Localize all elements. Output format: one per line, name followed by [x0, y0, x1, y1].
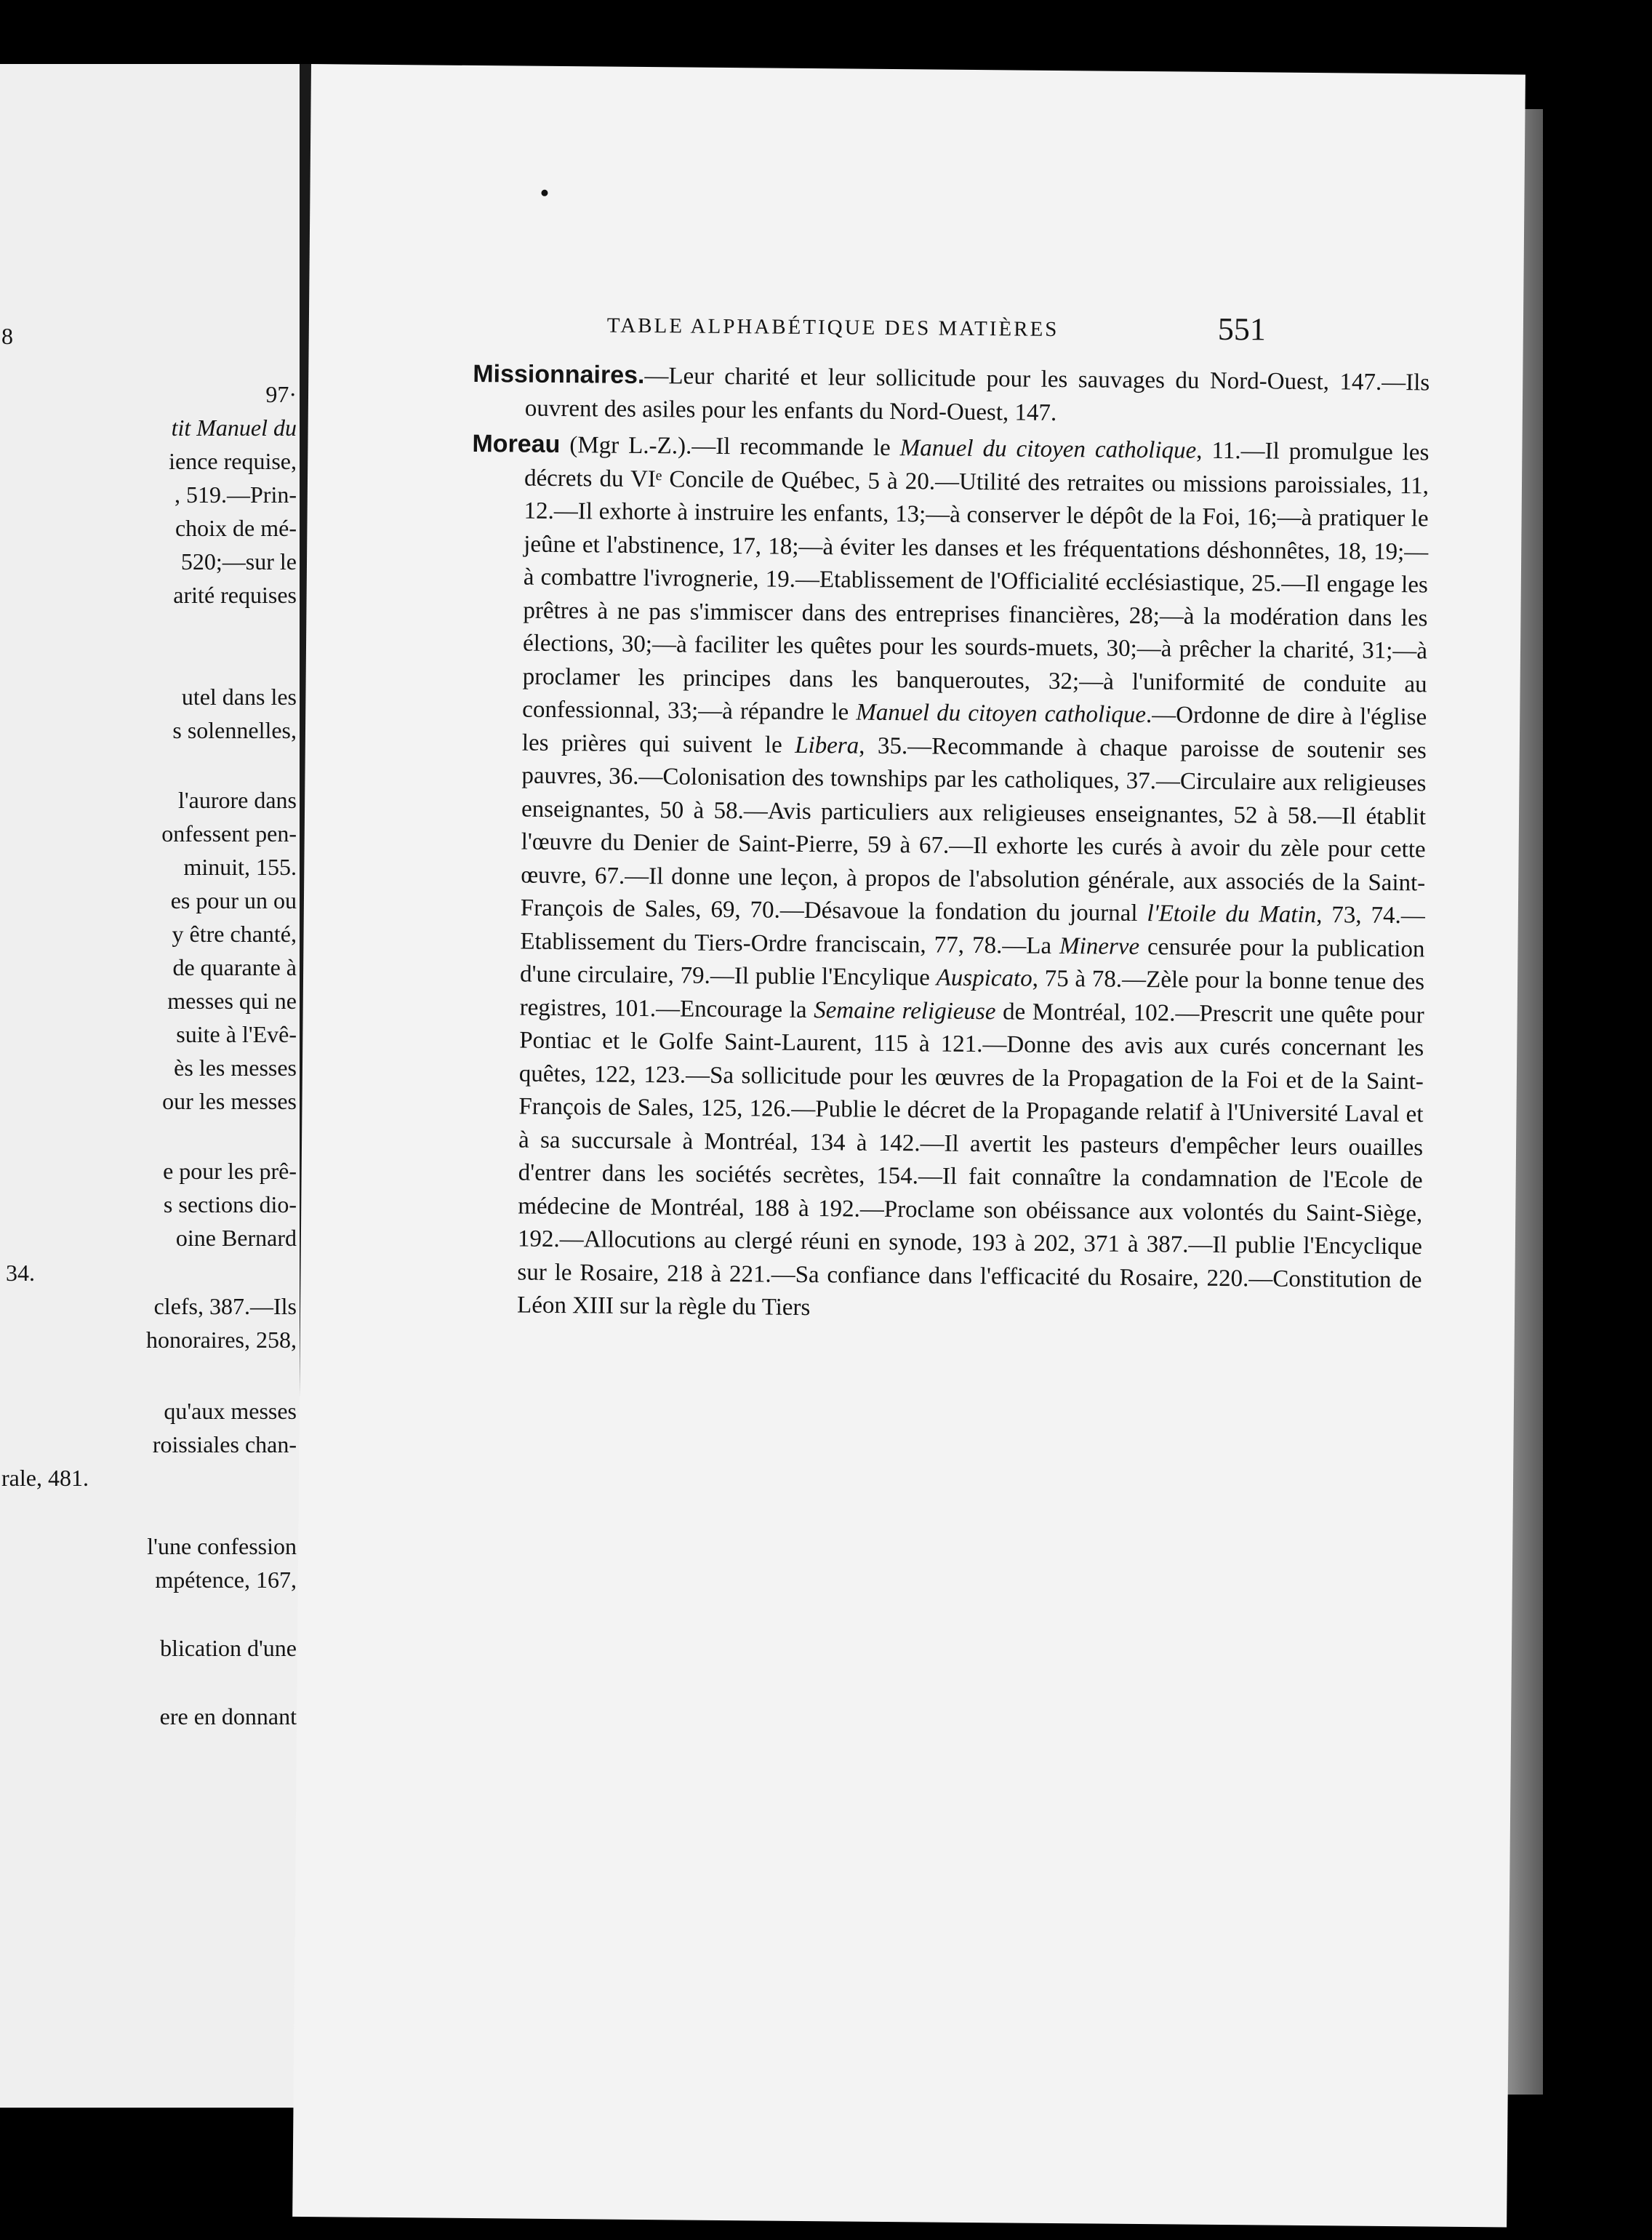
entry-text: censurée pour la publication d'une circulaire, 79.—Il publie l'Encylique	[519, 933, 1425, 991]
left-text-fragment: de quarante à	[172, 954, 297, 980]
left-text-fragment: s solennelles,	[172, 717, 297, 743]
left-text-fragment: tit Manuel du	[171, 415, 297, 441]
left-text-fragment: onfessent pen-	[161, 820, 297, 847]
entry-title-italic: Manuel du citoyen catholique	[899, 435, 1197, 464]
left-text-fragment: y être chanté,	[172, 921, 297, 947]
entry-text: .—Ordonne de dire à l'église les prières qui suivent le	[521, 702, 1427, 759]
entry-text: , 11.—Il promulgue les décrets du VIᵉ Concile de Québec, 5 à 20.—Utilité des retraites ou missions paroissiales, 11, 12.—Il exhorte à instruire les enfants, 13;—à conserver le dépôt de la Foi, 16;—à pratiquer le jeûne et l'abstinence, 17, 18;—à éviter les danses et les fréquentations déshonnêtes, 18, 19;—à combattre l'ivrognerie, 19.—Etablissement de l'Officialité ecclésiastique, 25.—Il engage les prêtres à ne pas s'immiscer dans des entreprises financières, 28;—à la modération dans les élections, 30;—à faciliter les quêtes pour les sourds-muets, 30;—à prêcher la charité, 31;—à proclamer les principes dans les banqueroutes, 32;—à l'uniformité de conduite au confessionnal, 33;—à répandre le	[522, 437, 1430, 726]
left-text-fragment: 8	[1, 323, 13, 349]
left-text-fragment: minuit, 155.	[183, 854, 297, 880]
entry-text: , 73, 74.—Etablissement du Tiers-Ordre franciscain, 77, 78.—La	[520, 902, 1426, 959]
left-page	[0, 64, 300, 2108]
entry-text: de Montréal, 102.—Prescrit une quête pour Pontiac et le Golfe Saint-Laurent, 115 à 121.—Donne des avis aux curés concernant les quêtes, 122, 123.—Sa sollicitude pour les œuvres de la Propagation de la Foi et de la Saint-François de Sales, 125, 126.—Publie le décret de la Propagande relatif à l'Université Laval et à sa succursale à Montréal, 134 à 142.—Il avertit les pasteurs d'empêcher leurs ouailles d'entrer dans les sociétés secrètes, 154.—Il fait connaître la condamnation de l'Ecole de médecine de Montréal, 188 à 192.—Proclame son obéissance aux volontés du Saint-Siège, 192.—Allocutions au clergé réuni en synode, 193 à 202, 371 à 387.—Il publie l'Encyclique sur le Rosaire, 218 à 221.—Sa confiance dans l'efficacité du Rosaire, 220.—Constitution de Léon XIII sur la règle du Tiers	[516, 998, 1424, 1321]
page-number: 551	[1217, 311, 1267, 348]
left-text-fragment: qu'aux messes	[164, 1398, 297, 1424]
left-text-fragment: utel dans les	[181, 684, 297, 710]
entry-title-italic: l'Etoile du Matin	[1147, 900, 1317, 929]
left-text-fragment: s sections dio-	[163, 1191, 297, 1217]
left-text-fragment: arité requises	[173, 582, 297, 608]
entry-title-italic: Libera	[795, 732, 859, 759]
left-text-fragment: mpétence, 167,	[155, 1567, 297, 1593]
index-entry	[465, 428, 1430, 1330]
left-text-fragment: blication d'une	[160, 1635, 297, 1661]
entry-text: , 35.—Recommande à chaque paroisse de soutenir ses pauvres, 36.—Colonisation des townships par les catholiques, 37.—Circulaire aux religieuses enseignantes, 50 à 58.—Avis particuliers aux religieuses enseignantes, 52 à 58.—Il établit l'œuvre du Denier de Saint-Pierre, 59 à 67.—Il exhorte les curés à avoir du zèle pour cette œuvre, 67.—Il donne une leçon, à propos de l'absolution générale, aux associés de la Saint-François de Sales, 69, 70.—Désavoue la fondation du journal	[520, 732, 1427, 927]
left-text-fragment: honoraires, 258,	[145, 1327, 297, 1353]
left-text-fragment: ès les messes	[174, 1055, 297, 1081]
left-text-fragment: ere en donnant	[159, 1703, 297, 1729]
left-text-fragment: 520;—sur le	[180, 548, 297, 575]
left-text-fragment: clefs, 387.—Ils	[153, 1293, 297, 1319]
left-text-fragment: messes qui ne	[167, 988, 297, 1014]
left-text-fragment: choix de mé-	[175, 515, 297, 541]
left-text-fragment: 34.	[6, 1260, 35, 1286]
left-text-fragment: 97·	[265, 381, 297, 407]
entry-text: —Leur charité et leur sollicitude pour les sauvages du Nord-Ouest, 147.—Ils ouvrent des asiles pour les enfants du Nord-Ouest, 147.	[524, 363, 1430, 426]
entry-title-italic: Minerve	[1059, 932, 1140, 960]
left-text-fragment: rale, 481.	[1, 1465, 89, 1491]
left-text-fragment: l'aurore dans	[177, 787, 297, 813]
left-text-fragment: suite à l'Evê-	[176, 1021, 297, 1047]
entry-heading: Missionnaires.	[473, 359, 645, 390]
left-text-fragment: l'une confession	[147, 1533, 297, 1559]
right-page	[292, 64, 1525, 2227]
entry-text: , 75 à 78.—Zèle pour la bonne tenue des registres, 101.—Encourage la	[519, 965, 1425, 1023]
ink-speck	[541, 190, 548, 196]
left-text-fragment: oine Bernard	[175, 1225, 297, 1251]
entry-text: (Mgr L.-Z.).—Il recommande le	[560, 432, 900, 462]
entry-title-italic: Manuel du citoyen catholique	[856, 699, 1147, 729]
left-text-fragment: our les messes	[162, 1088, 297, 1114]
left-text-fragment: e pour les prê-	[163, 1158, 297, 1184]
index-entry	[473, 358, 1430, 433]
entry-title-italic: Semaine religieuse	[814, 996, 996, 1025]
left-text-fragment: ience requise,	[169, 448, 297, 474]
left-text-fragment: es pour un ou	[170, 887, 297, 913]
left-text-fragment: roissiales chan-	[152, 1431, 297, 1457]
left-text-fragment: , 519.—Prin-	[175, 481, 297, 508]
running-head: TABLE ALPHABÉTIQUE DES MATIÈRES	[606, 313, 1059, 341]
index-entries	[465, 358, 1430, 1333]
entry-title-italic: Auspicato	[936, 964, 1032, 992]
entry-heading: Moreau	[472, 429, 561, 459]
